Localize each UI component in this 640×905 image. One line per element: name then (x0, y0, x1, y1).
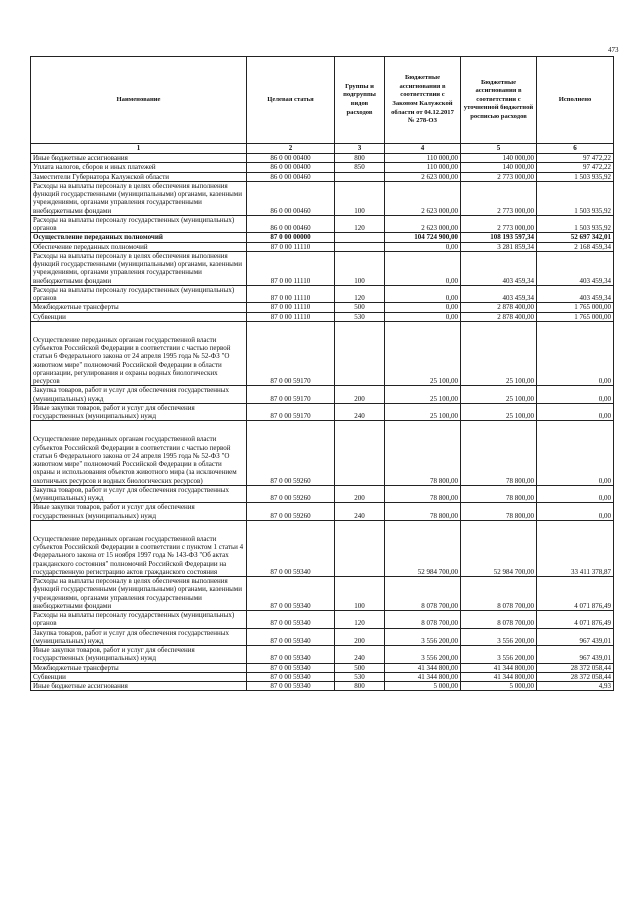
target-article-cell: 87 0 00 59340 (247, 577, 335, 611)
budget-refined-cell: 108 193 597,34 (461, 233, 537, 242)
budget-law-cell: 52 984 700,00 (385, 520, 461, 576)
budget-refined-cell: 2 773 000,00 (461, 215, 537, 233)
row-name-cell: Расходы на выплаты персоналу в целях обеспечения выполнения функций государственными (муниципальными) органами, казенными учреждениями, органами управления государственными внебюджетными фондами (31, 577, 247, 611)
expense-group-cell: 800 (335, 682, 385, 691)
table-row (31, 172, 614, 181)
expense-group-cell: 120 (335, 611, 385, 629)
row-name-cell: Иные бюджетные ассигнования (31, 682, 247, 691)
budget-refined-cell: 78 800,00 (461, 485, 537, 503)
budget-refined-cell: 41 344 800,00 (461, 663, 537, 672)
executed-cell: 4 071 876,49 (537, 577, 614, 611)
header-target-article: Целевая статья (247, 57, 335, 144)
budget-law-cell: 0,00 (385, 285, 461, 303)
row-name-cell: Осуществление переданных органам государственной власти субъектов Российской Федерации в соответствии с частью первой статьи 6 Федерального закона от 24 апреля 1995 года № 52-ФЗ "О животном мире" полномочий Российской Федерации в области организации, регулирования и охраны водных биологических ресурсов (31, 321, 247, 386)
header-name: Наименование (31, 57, 247, 144)
executed-cell: 0,00 (537, 503, 614, 521)
row-name-cell: Заместители Губернатора Калужской области (31, 172, 247, 181)
expense-group-cell: 120 (335, 215, 385, 233)
budget-refined-cell: 3 556 200,00 (461, 646, 537, 664)
budget-law-cell: 25 100,00 (385, 386, 461, 404)
budget-refined-cell: 25 100,00 (461, 386, 537, 404)
target-article-cell: 87 0 00 11110 (247, 242, 335, 251)
row-name-cell: Расходы на выплаты персоналу государственных (муниципальных) органов (31, 215, 247, 233)
budget-execution-table (30, 56, 614, 691)
row-name-cell: Обеспечение переданных полномочий (31, 242, 247, 251)
target-article-cell: 87 0 00 59260 (247, 421, 335, 486)
budget-law-cell: 0,00 (385, 251, 461, 285)
target-article-cell: 87 0 00 59170 (247, 403, 335, 421)
budget-refined-cell: 140 000,00 (461, 163, 537, 172)
executed-cell: 28 372 058,44 (537, 663, 614, 672)
executed-cell: 1 503 935,92 (537, 181, 614, 215)
executed-cell: 28 372 058,44 (537, 672, 614, 681)
budget-refined-cell: 8 078 700,00 (461, 577, 537, 611)
row-name-cell: Расходы на выплаты персоналу государственных (муниципальных) органов (31, 611, 247, 629)
budget-refined-cell: 25 100,00 (461, 403, 537, 421)
table-header-row (31, 57, 614, 144)
row-name-cell: Закупка товаров, работ и услуг для обеспечения государственных (муниципальных) нужд (31, 386, 247, 404)
table-row (31, 646, 614, 664)
executed-cell: 0,00 (537, 386, 614, 404)
target-article-cell: 86 0 00 00460 (247, 215, 335, 233)
budget-refined-cell: 78 800,00 (461, 503, 537, 521)
table-row (31, 485, 614, 503)
table-row (31, 682, 614, 691)
row-name-cell: Иные бюджетные ассигнования (31, 154, 247, 163)
budget-law-cell: 0,00 (385, 303, 461, 312)
budget-law-cell: 2 623 000,00 (385, 172, 461, 181)
row-name-cell: Иные закупки товаров, работ и услуг для обеспечения государственных (муниципальных) нужд (31, 646, 247, 664)
target-article-cell: 87 0 00 11110 (247, 285, 335, 303)
expense-group-cell (335, 233, 385, 242)
col-number: 5 (461, 144, 537, 154)
target-article-cell: 87 0 00 00000 (247, 233, 335, 242)
target-article-cell: 86 0 00 00460 (247, 172, 335, 181)
budget-refined-cell: 2 878 400,00 (461, 312, 537, 321)
budget-refined-cell: 8 078 700,00 (461, 611, 537, 629)
budget-law-cell: 110 000,00 (385, 154, 461, 163)
target-article-cell: 87 0 00 59170 (247, 321, 335, 386)
expense-group-cell: 120 (335, 285, 385, 303)
budget-law-cell: 104 724 900,00 (385, 233, 461, 242)
executed-cell: 1 765 000,00 (537, 303, 614, 312)
row-name-cell: Закупка товаров, работ и услуг для обеспечения государственных (муниципальных) нужд (31, 485, 247, 503)
executed-cell: 52 697 342,01 (537, 233, 614, 242)
executed-cell: 33 411 378,87 (537, 520, 614, 576)
expense-group-cell: 240 (335, 646, 385, 664)
budget-law-cell: 3 556 200,00 (385, 646, 461, 664)
executed-cell: 967 439,01 (537, 628, 614, 646)
target-article-cell: 87 0 00 59340 (247, 682, 335, 691)
executed-cell: 403 459,34 (537, 285, 614, 303)
executed-cell: 0,00 (537, 321, 614, 386)
table-row (31, 242, 614, 251)
col-number: 6 (537, 144, 614, 154)
target-article-cell: 87 0 00 59260 (247, 503, 335, 521)
header-executed: Исполнено (537, 57, 614, 144)
expense-group-cell (335, 172, 385, 181)
table-row (31, 672, 614, 681)
table-row (31, 215, 614, 233)
row-name-cell: Расходы на выплаты персоналу в целях обеспечения выполнения функций государственными (муниципальными) органами, казенными учреждениями, органами управления государственными внебюджетными фондами (31, 181, 247, 215)
budget-law-cell: 8 078 700,00 (385, 611, 461, 629)
budget-refined-cell: 403 459,34 (461, 285, 537, 303)
budget-law-cell: 25 100,00 (385, 403, 461, 421)
table-row (31, 321, 614, 386)
target-article-cell: 87 0 00 59340 (247, 646, 335, 664)
expense-group-cell: 850 (335, 163, 385, 172)
budget-law-cell: 78 800,00 (385, 503, 461, 521)
row-name-cell: Субвенции (31, 672, 247, 681)
expense-group-cell: 500 (335, 663, 385, 672)
table-row (31, 285, 614, 303)
budget-refined-cell: 78 800,00 (461, 421, 537, 486)
budget-law-cell: 2 623 000,00 (385, 215, 461, 233)
table-row (31, 503, 614, 521)
budget-refined-cell: 140 000,00 (461, 154, 537, 163)
budget-refined-cell: 25 100,00 (461, 321, 537, 386)
table-row (31, 628, 614, 646)
expense-group-cell: 240 (335, 503, 385, 521)
expense-group-cell (335, 421, 385, 486)
target-article-cell: 87 0 00 59340 (247, 628, 335, 646)
executed-cell: 0,00 (537, 421, 614, 486)
header-budget-law: Бюджетные ассигнования в соответствии с Законом Калужской области от 04.12.2017 № 278-ОЗ (385, 57, 461, 144)
target-article-cell: 87 0 00 59340 (247, 663, 335, 672)
budget-refined-cell: 3 556 200,00 (461, 628, 537, 646)
col-number: 4 (385, 144, 461, 154)
expense-group-cell: 800 (335, 154, 385, 163)
executed-cell: 4 071 876,49 (537, 611, 614, 629)
target-article-cell: 86 0 00 00400 (247, 154, 335, 163)
budget-refined-cell: 41 344 800,00 (461, 672, 537, 681)
row-name-cell: Осуществление переданных органам государственной власти субъектов Российской Федерации в соответствии с пунктом 1 статьи 4 Федерального закона от 15 ноября 1997 года № 143-ФЗ "Об актах гражданского состояния" полномочий Российской Федерации на государственную регистрацию актов гражданского состояния (31, 520, 247, 576)
row-name-cell: Иные закупки товаров, работ и услуг для обеспечения государственных (муниципальных) нужд (31, 503, 247, 521)
table-row (31, 386, 614, 404)
budget-law-cell: 0,00 (385, 242, 461, 251)
budget-law-cell: 41 344 800,00 (385, 672, 461, 681)
row-name-cell: Расходы на выплаты персоналу государственных (муниципальных) органов (31, 285, 247, 303)
target-article-cell: 86 0 00 00400 (247, 163, 335, 172)
expense-group-cell: 100 (335, 577, 385, 611)
column-number-row (31, 144, 614, 154)
expense-group-cell: 530 (335, 672, 385, 681)
budget-refined-cell: 2 773 000,00 (461, 181, 537, 215)
executed-cell: 1 503 935,92 (537, 215, 614, 233)
executed-cell: 1 503 935,92 (537, 172, 614, 181)
table-row (31, 154, 614, 163)
executed-cell: 4,93 (537, 682, 614, 691)
expense-group-cell: 100 (335, 251, 385, 285)
budget-law-cell: 25 100,00 (385, 321, 461, 386)
table-row (31, 421, 614, 486)
expense-group-cell: 200 (335, 485, 385, 503)
expense-group-cell (335, 242, 385, 251)
budget-law-cell: 5 000,00 (385, 682, 461, 691)
executed-cell: 1 765 000,00 (537, 312, 614, 321)
row-name-cell: Субвенции (31, 312, 247, 321)
table-row (31, 303, 614, 312)
row-name-cell: Расходы на выплаты персоналу в целях обеспечения выполнения функций государственными (муниципальными) органами, казенными учреждениями, органами управления государственными внебюджетными фондами (31, 251, 247, 285)
executed-cell: 0,00 (537, 403, 614, 421)
col-number: 3 (335, 144, 385, 154)
table-row (31, 663, 614, 672)
expense-group-cell: 200 (335, 628, 385, 646)
target-article-cell: 87 0 00 59340 (247, 520, 335, 576)
row-name-cell: Иные закупки товаров, работ и услуг для обеспечения государственных (муниципальных) нужд (31, 403, 247, 421)
row-name-cell: Закупка товаров, работ и услуг для обеспечения государственных (муниципальных) нужд (31, 628, 247, 646)
executed-cell: 0,00 (537, 485, 614, 503)
budget-law-cell: 0,00 (385, 312, 461, 321)
executed-cell: 97 472,22 (537, 163, 614, 172)
expense-group-cell: 500 (335, 303, 385, 312)
table-row (31, 312, 614, 321)
target-article-cell: 87 0 00 59260 (247, 485, 335, 503)
col-number: 1 (31, 144, 247, 154)
page-number: 473 (608, 46, 619, 54)
expense-group-cell: 240 (335, 403, 385, 421)
target-article-cell: 87 0 00 59340 (247, 611, 335, 629)
target-article-cell: 87 0 00 11110 (247, 251, 335, 285)
executed-cell: 97 472,22 (537, 154, 614, 163)
row-name-cell: Межбюджетные трансферты (31, 663, 247, 672)
row-name-cell: Осуществление переданных полномочий (31, 233, 247, 242)
table-row (31, 520, 614, 576)
table-row (31, 403, 614, 421)
budget-refined-cell: 5 000,00 (461, 682, 537, 691)
expense-group-cell (335, 520, 385, 576)
row-name-cell: Межбюджетные трансферты (31, 303, 247, 312)
budget-law-cell: 41 344 800,00 (385, 663, 461, 672)
budget-refined-cell: 403 459,34 (461, 251, 537, 285)
expense-group-cell: 100 (335, 181, 385, 215)
col-number: 2 (247, 144, 335, 154)
table-row (31, 611, 614, 629)
budget-refined-cell: 2 878 400,00 (461, 303, 537, 312)
table-row (31, 251, 614, 285)
executed-cell: 967 439,01 (537, 646, 614, 664)
row-name-cell: Уплата налогов, сборов и иных платежей (31, 163, 247, 172)
budget-law-cell: 110 000,00 (385, 163, 461, 172)
expense-group-cell (335, 321, 385, 386)
table-row (31, 233, 614, 242)
executed-cell: 403 459,34 (537, 251, 614, 285)
expense-group-cell: 530 (335, 312, 385, 321)
budget-refined-cell: 52 984 700,00 (461, 520, 537, 576)
row-name-cell: Осуществление переданных органам государственной власти субъектов Российской Федерации в соответствии с частью первой статьи 6 Федерального закона от 24 апреля 1995 года № 52-ФЗ "О животном мире" полномочий Российской Федерации в области охраны и использования объектов животного мира (за исключением охотничьих ресурсов и водных биологических ресурсов) (31, 421, 247, 486)
budget-law-cell: 78 800,00 (385, 421, 461, 486)
budget-refined-cell: 2 773 000,00 (461, 172, 537, 181)
table-row (31, 577, 614, 611)
header-budget-refined: Бюджетные ассигнования в соответствии с уточненной бюджетной росписью расходов (461, 57, 537, 144)
budget-law-cell: 3 556 200,00 (385, 628, 461, 646)
budget-law-cell: 8 078 700,00 (385, 577, 461, 611)
target-article-cell: 87 0 00 11110 (247, 303, 335, 312)
table-row (31, 181, 614, 215)
budget-law-cell: 78 800,00 (385, 485, 461, 503)
budget-refined-cell: 3 281 859,34 (461, 242, 537, 251)
header-expense-group: Группы и подгруппы видов расходов (335, 57, 385, 144)
target-article-cell: 87 0 00 59340 (247, 672, 335, 681)
executed-cell: 2 168 459,34 (537, 242, 614, 251)
target-article-cell: 86 0 00 00460 (247, 181, 335, 215)
target-article-cell: 87 0 00 11110 (247, 312, 335, 321)
budget-law-cell: 2 623 000,00 (385, 181, 461, 215)
target-article-cell: 87 0 00 59170 (247, 386, 335, 404)
table-row (31, 163, 614, 172)
expense-group-cell: 200 (335, 386, 385, 404)
